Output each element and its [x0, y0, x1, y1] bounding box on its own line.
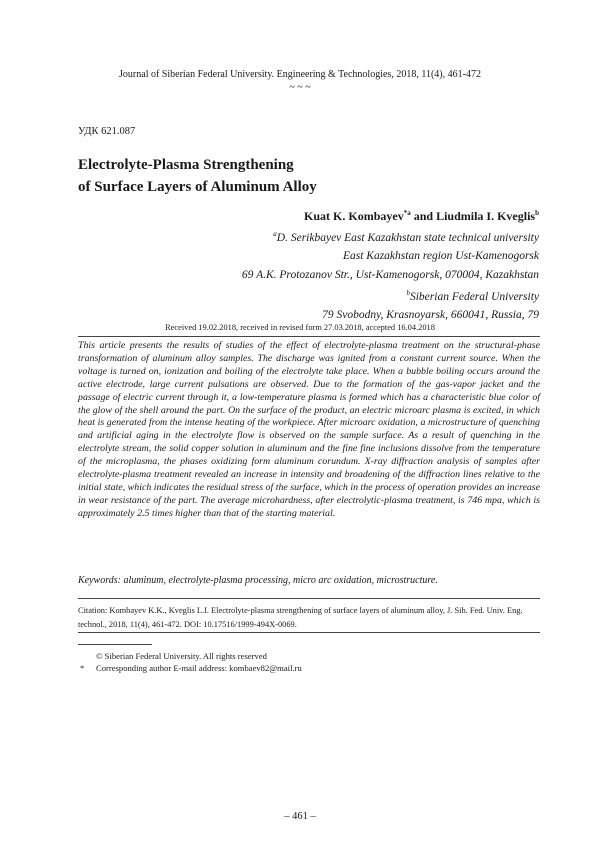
affiliation-b-mark: b: [406, 289, 410, 298]
author-1: Kuat K. Kombayev: [304, 209, 404, 223]
affiliation-a-line-1: $^a$D. Serikbayev East Kazakhstan state technical university: [273, 230, 539, 244]
affiliation-a-line-3: 69 A.K. Protozanov Str., Ust-Kamenogorsk, 070004, Kazakhstan: [241, 268, 539, 281]
divider-citation-top: [78, 598, 540, 599]
received-dates: Received 19.02.2018, received in revised form 27.03.2018, accepted 16.04.2018: [165, 323, 435, 332]
header-separator: ~ ~ ~: [289, 82, 311, 93]
keywords: Keywords: aluminum, electrolyte-plasma processing, micro arc oxidation, microstructure.: [78, 575, 438, 586]
author-2: Liudmila I. Kveglis: [436, 209, 536, 223]
udk-code: УДК 621.087: [78, 126, 136, 137]
abstract: This article presents the results of studies of the effect of electrolyte-plasma treatment on the structural-phase transformation of aluminum alloy samples. The discharge was ignited from a constant current source. When the voltage is turned on, ionization and boiling of the electrolyte take place. When a bubble boiling occurs around the active electrode, large current pulsations are observed. Due to the formation of the gas-vapor jacket and the passage of electric current through it, a low-temperature plasma is formed which has a characteristic blue color of the glow of the shell around the part. On the surface of the product, an electric microarc plasma is excited, in which heat is generated from the intense heating of the workpiece. After microarc oxidation, a microstructure of quenching and artificial aging in the electrolyte flow is observed on the sample surface. As a result of quenching in the electrolyte stream, the solid copper solution in aluminum and the fine fine inclusions dissolve from the temperature of the microplasma, the phases oxidizing form aluminum corundum. X-ray diffraction analysis of samples after electrolyte-plasma treatment revealed an increase in intensity and broadening of the diffraction lines relative to the initial state, which indicates the residual stress of the surface, which in the process of operation provides an increase in wear resistance of the part. The average microhardness, after electrolytic-plasma treatment, is 746 mpa, which is approximately 2.5 times higher than that of the starting material.: [78, 340, 540, 519]
page-number: – 461 –: [284, 811, 316, 822]
title-line-1: Electrolyte-Plasma Strengthening: [78, 157, 294, 173]
affiliation-b-line-2: 79 Svobodny, Krasnoyarsk, 660041, Russia, 79: [322, 309, 539, 322]
footnote-rule: [78, 644, 152, 645]
author-connector: and: [410, 209, 437, 223]
affiliation-b-line-1: $^b$Siberian Federal University: [406, 289, 539, 303]
citation: Citation: Kombayev K.K., Kveglis L.I. Electrolyte-plasma strengthening of surface layers of aluminum alloy, J. Sib. Fed. Univ. Eng. technol., 2018, 11(4), 461-472. DOI: 10.17516/1999-494X-0069.: [78, 606, 523, 629]
divider-top: [78, 336, 540, 337]
corresponding-author: Corresponding author E-mail address: kombaev82@mail.ru: [96, 663, 302, 673]
author-1-mark: *a: [403, 209, 411, 217]
paper-title: [78, 154, 317, 198]
authors: [304, 209, 539, 224]
journal-header: Journal of Siberian Federal University. Engineering & Technologies, 2018, 11(4), 461-472: [119, 69, 481, 80]
title-line-2: of Surface Layers of Aluminum Alloy: [78, 179, 317, 195]
author-2-mark: b: [535, 209, 539, 217]
affiliations: [242, 225, 539, 325]
copyright-note: © Siberian Federal University. All rights reserved: [96, 651, 267, 661]
footnote-star: *: [80, 663, 85, 673]
divider-citation-bottom: [78, 632, 540, 633]
affiliation-a-mark: a: [273, 230, 277, 238]
affiliation-a-line-2: East Kazakhstan region Ust-Kamenogorsk: [342, 250, 539, 263]
